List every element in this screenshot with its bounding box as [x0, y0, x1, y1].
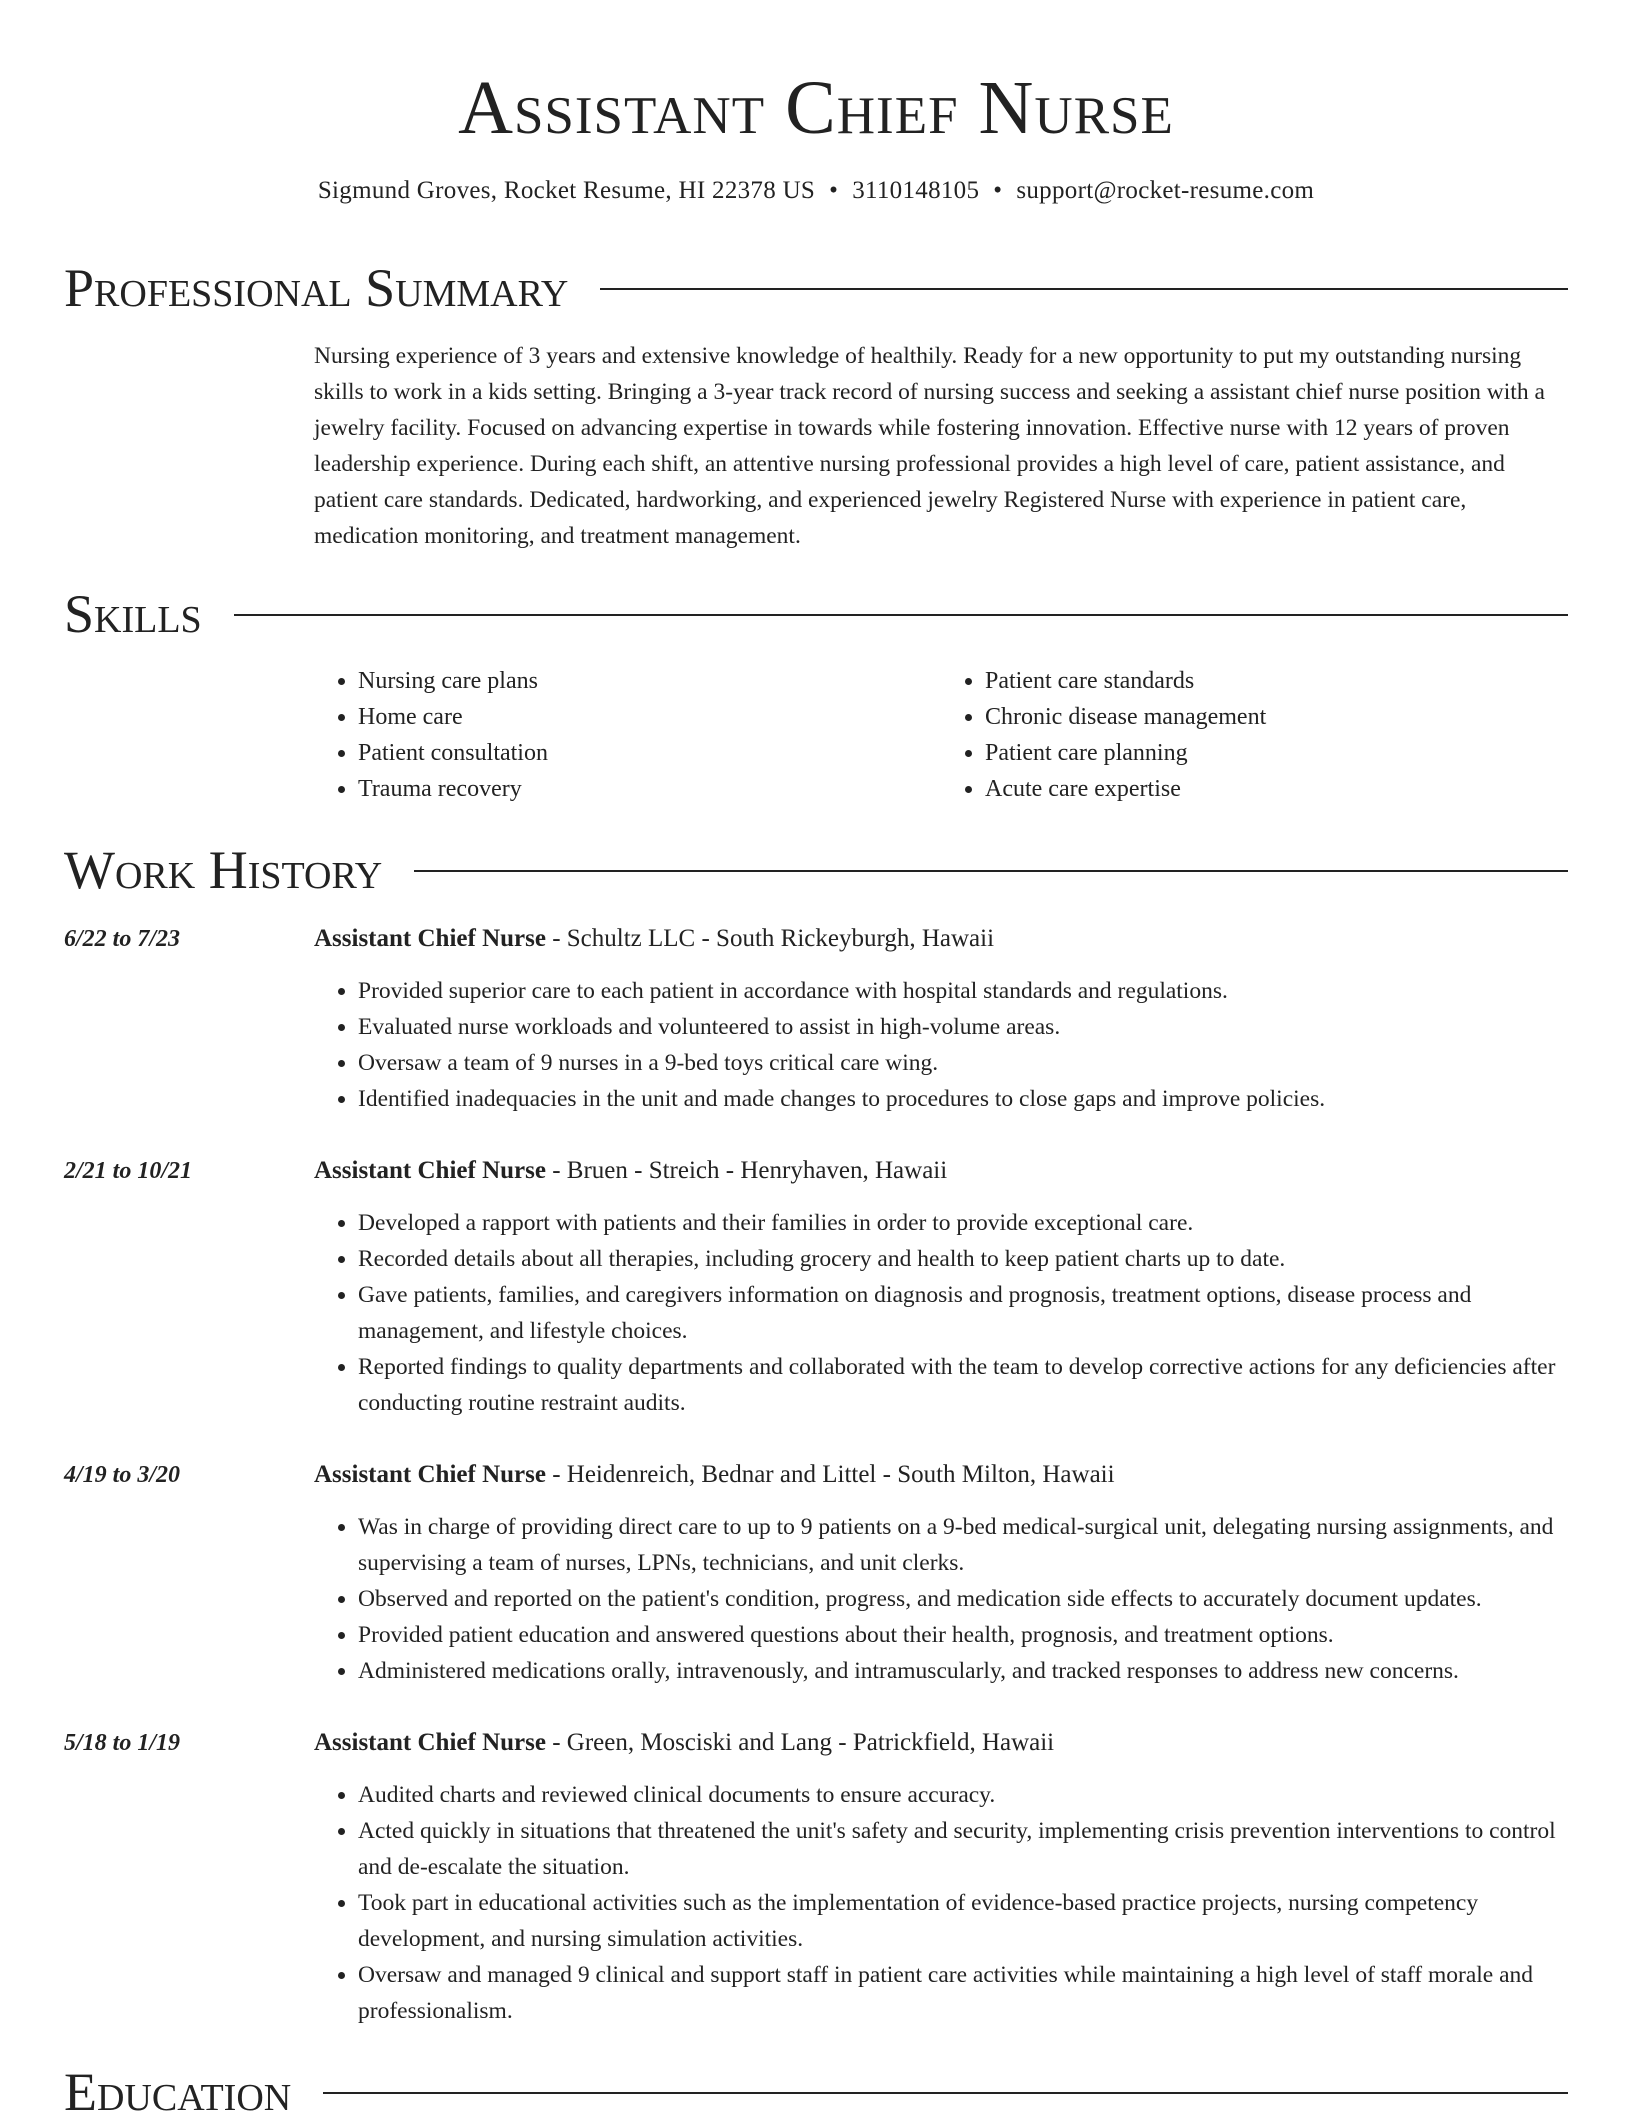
job-dates: 5/18 to 1/19 — [64, 1730, 181, 1756]
section-divider — [323, 2092, 1568, 2094]
job-bullet: • Evaluated nurse workloads and volunteered to assist in high-volume areas. — [358, 1009, 1568, 1045]
job-bullet: • Reported findings to quality departments and collaborated with the team to develop corrective actions for any deficiencies after conducting routine restraint audits. — [358, 1349, 1568, 1421]
job-bullet: • Observed and reported on the patient's condition, progress, and medication side effects to accurately document updates. — [358, 1581, 1568, 1617]
job-dates: 2/21 to 10/21 — [64, 1158, 193, 1184]
skills-column-left — [314, 663, 941, 807]
contact-separator: • — [829, 177, 839, 204]
job-bullet: • Took part in educational activities such as the implementation of evidence-based practice projects, nursing competency development, and nursing simulation activities. — [358, 1885, 1568, 1957]
job-dates: 4/19 to 3/20 — [64, 1462, 181, 1488]
skills-list — [314, 663, 1568, 807]
section-header-work-history — [64, 840, 1568, 900]
job-heading — [314, 1153, 1568, 1189]
section-divider — [234, 614, 1568, 616]
job-role: Assistant Chief Nurse — [314, 925, 546, 952]
job-bullets — [314, 1509, 1568, 1689]
job-bullet: • Was in charge of providing direct care to up to 9 patients on a 9-bed medical-surgical unit, delegating nursing assignments, and supervising a team of nurses, LPNs, technicians, and unit clerks. — [358, 1509, 1568, 1581]
job-bullet: • Administered medications orally, intravenously, and intramuscularly, and tracked responses to address new concerns. — [358, 1653, 1568, 1689]
job-employer: - Heidenreich, Bednar and Littel - South Milton, Hawaii — [545, 1461, 1115, 1488]
contact-email: support@rocket-resume.com — [1016, 177, 1315, 204]
job-bullet: • Oversaw and managed 9 clinical and support staff in patient care activities while maintaining a high level of staff morale and professionalism. — [358, 1957, 1568, 2029]
skill-item: • Trauma recovery — [358, 771, 941, 807]
contact-phone: 3110148105 — [852, 177, 980, 204]
job-heading — [314, 1725, 1568, 1761]
skill-item: • Chronic disease management — [985, 699, 1568, 735]
contact-separator: • — [993, 177, 1003, 204]
job-bullet: • Audited charts and reviewed clinical documents to ensure accuracy. — [358, 1777, 1568, 1813]
skill-item: • Nursing care plans — [358, 663, 941, 699]
job-role: Assistant Chief Nurse — [314, 1461, 546, 1488]
section-header-skills — [64, 584, 1568, 644]
job-bullet: • Gave patients, families, and caregivers information on diagnosis and prognosis, treatment options, disease process and management, and lifestyle choices. — [358, 1277, 1568, 1349]
job-employer: - Bruen - Streich - Henryhaven, Hawaii — [545, 1157, 948, 1184]
section-header-education — [64, 2062, 1568, 2122]
job-bullet: • Oversaw a team of 9 nurses in a 9-bed toys critical care wing. — [358, 1045, 1568, 1081]
job-bullet: • Provided patient education and answered questions about their health, prognosis, and treatment options. — [358, 1617, 1568, 1653]
contact-address: Sigmund Groves, Rocket Resume, HI 22378 US — [317, 177, 816, 204]
job-heading — [314, 1457, 1568, 1493]
job-employer: - Schultz LLC - South Rickeyburgh, Hawaii — [545, 925, 995, 952]
job-dates: 6/22 to 7/23 — [64, 926, 181, 952]
skill-item: • Home care — [358, 699, 941, 735]
resume-title: Assistant Chief Nurse — [458, 66, 1174, 150]
job-bullet: • Identified inadequacies in the unit and made changes to procedures to close gaps and improve policies. — [358, 1081, 1568, 1117]
job-bullets — [314, 1777, 1568, 2029]
job-bullet: • Provided superior care to each patient in accordance with hospital standards and regulations. — [358, 973, 1568, 1009]
section-title: Work History — [64, 840, 383, 900]
job-heading — [314, 921, 1568, 957]
skill-item: • Acute care expertise — [985, 771, 1568, 807]
job-role: Assistant Chief Nurse — [314, 1157, 546, 1184]
skill-item: • Patient care planning — [985, 735, 1568, 771]
section-title: Education — [64, 2062, 292, 2122]
section-title: Professional Summary — [64, 258, 569, 318]
job-bullet: • Recorded details about all therapies, including grocery and health to keep patient charts up to date. — [358, 1241, 1568, 1277]
job-bullet: • Acted quickly in situations that threatened the unit's safety and security, implementing crisis prevention interventions to control and de-escalate the situation. — [358, 1813, 1568, 1885]
skill-item: • Patient consultation — [358, 735, 941, 771]
job-bullet: • Developed a rapport with patients and their families in order to provide exceptional care. — [358, 1205, 1568, 1241]
section-header-summary — [64, 258, 1568, 318]
skills-column-right — [941, 663, 1568, 807]
job-role: Assistant Chief Nurse — [314, 1729, 546, 1756]
contact-line — [0, 175, 1632, 207]
job-bullets — [314, 1205, 1568, 1421]
job-employer: - Green, Mosciski and Lang - Patrickfield, Hawaii — [545, 1729, 1055, 1756]
section-divider — [414, 870, 1568, 872]
section-title: Skills — [64, 584, 202, 644]
skill-item: • Patient care standards — [985, 663, 1568, 699]
job-bullets — [314, 973, 1568, 1117]
summary-text: Nursing experience of 3 years and extensive knowledge of healthily. Ready for a new opportunity to put my outstanding nursing skills to work in a kids setting. Bringing a 3-year track record of nursing success and seeking a assistant chief nurse position with a jewelry facility. Focused on advancing expertise in towards while fostering innovation. Effective nurse with 12 years of proven leadership experience. During each shift, an attentive nursing professional provides a high level of care, patient assistance, and patient care standards. Dedicated, hardworking, and experienced jewelry Registered Nurse with experience in patient care, medication monitoring, and treatment management. — [314, 343, 1545, 549]
section-divider — [600, 288, 1568, 290]
